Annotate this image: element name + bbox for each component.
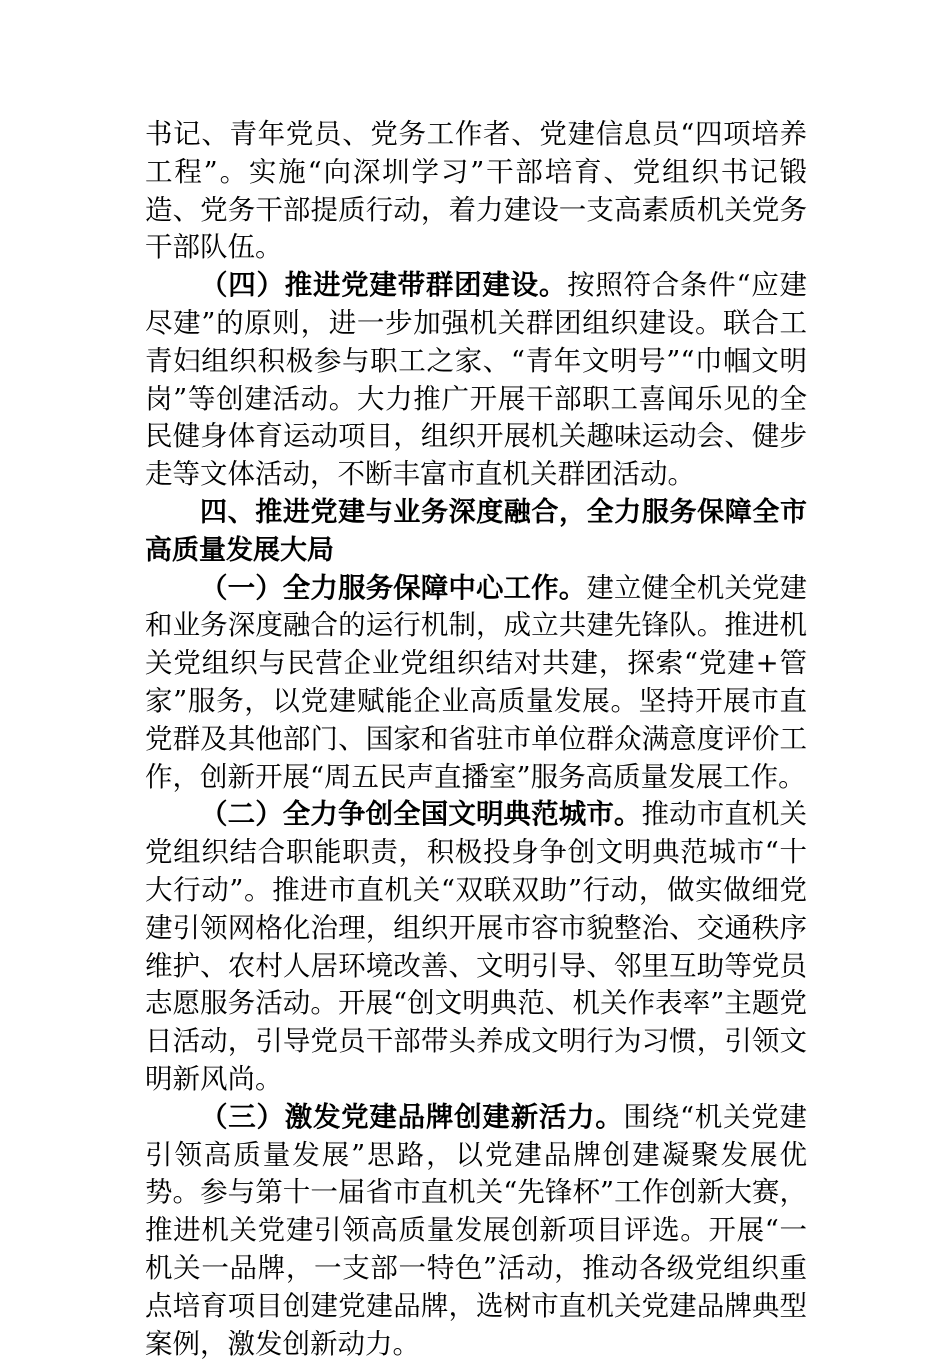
subheading-group-building: （四）推进党建带群团建设。 xyxy=(200,269,568,302)
subheading-civilized-city: （二）全力争创全国文明典范城市。 xyxy=(200,798,642,831)
paragraph-serve-center xyxy=(145,570,807,797)
paragraph-civilized-city xyxy=(145,796,807,1098)
paragraph-body: 书记、青年党员、党务工作者、党建信息员“四项培养工程”。实施“向深圳学习”干部培育、党组织书记锻造、党务干部提质行动，着力建设一支高素质机关党务干部队伍。 xyxy=(145,118,807,264)
subheading-brand-building: （三）激发党建品牌创建新活力。 xyxy=(200,1100,624,1133)
paragraph-brand-building xyxy=(145,1099,807,1363)
paragraph-continuation xyxy=(145,116,807,267)
subheading-serve-center: （一）全力服务保障中心工作。 xyxy=(200,571,587,604)
paragraph-body: 按照符合条件“应建尽建”的原则，进一步加强机关群团组织建设。联合工青妇组织积极参与职工之家、“青年文明号”“巾帼文明岗”等创建活动。大力推广开展干部职工喜闻乐见的全民健身体育运动项目，组织开展机关趣味运动会、健步走等文体活动，不断丰富市直机关群团活动。 xyxy=(145,269,808,491)
document-page xyxy=(145,116,807,1363)
paragraph-body: 围绕“机关党建引领高质量发展”思路，以党建品牌创建凝聚发展优势。参与第十一届省市直机关“先锋杯”工作创新大赛，推进机关党建引领高质量发展创新项目评选。开展“一机关一品牌，一支部一特色”活动，推动各级党组织重点培育项目创建党建品牌，选树市直机关党建品牌典型案例，激发创新动力。 xyxy=(145,1100,808,1360)
paragraph-body: 建立健全机关党建和业务深度融合的运行机制，成立共建先锋队。推进机关党组织与民营企业党组织结对共建，探索“党建+管家”服务，以党建赋能企业高质量发展。坚持开展市直党群及其他部门、国家和省驻市单位群众满意度评价工作，创新开展“周五民声直播室”服务高质量发展工作。 xyxy=(145,571,808,793)
section-heading-four: 四、推进党建与业务深度融合，全力服务保障全市高质量发展大局 xyxy=(145,496,807,566)
paragraph-body: 推动市直机关党组织结合职能职责，积极投身争创文明典范城市“十大行动”。推进市直机关“双联双助”行动，做实做细党建引领网格化治理，组织开展市容市貌整治、交通秩序维护、农村人居环境改善、文明引导、邻里互助等党员志愿服务活动。开展“创文明典范、机关作表率”主题党日活动，引导党员干部带头养成文明行为习惯，引领文明新风尚。 xyxy=(145,798,808,1095)
paragraph-group-building xyxy=(145,267,807,494)
